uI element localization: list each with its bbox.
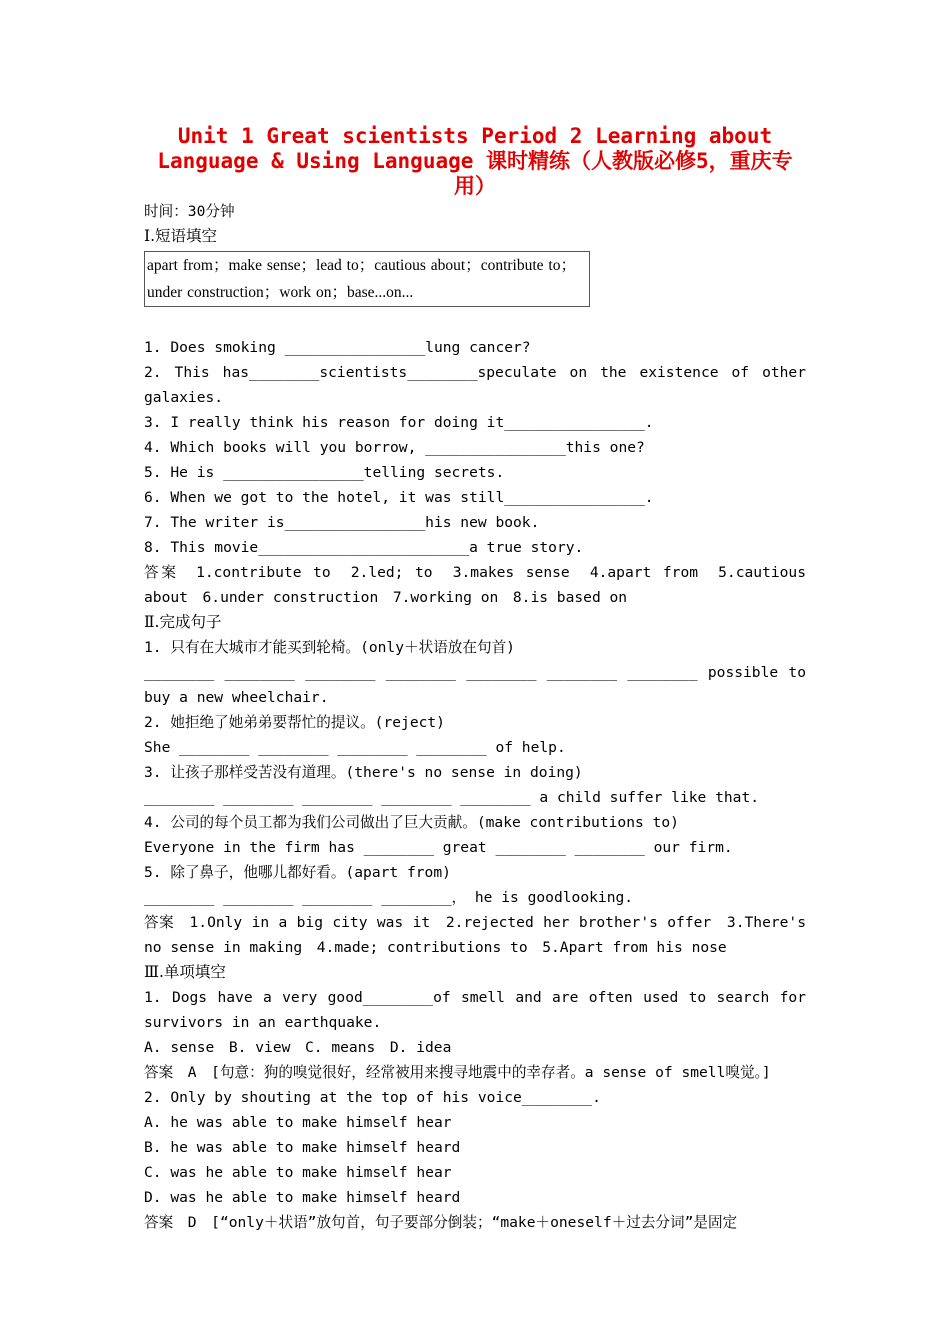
s3-q2-option-c: C. was he able to make himself hear xyxy=(144,1164,452,1181)
s1-item-1: 1. Does smoking ________________lung cancer? xyxy=(144,339,531,356)
s1-item-8: 8. This movie________________________a true story. xyxy=(144,539,584,556)
s1-item-7: 7. The writer is________________his new book. xyxy=(144,514,540,531)
document-page xyxy=(144,124,815,1235)
s2-item-5-blank: ________ ________ ________ ________， he is goodlooking. xyxy=(144,889,634,906)
time-line: 时间：30分钟 xyxy=(144,203,235,220)
section1-heading: Ⅰ.短语填空 xyxy=(144,227,218,245)
s1-item-6: 6. When we got to the hotel, it was still________________. xyxy=(144,489,654,506)
s3-q1-answer: 答案 A [句意：狗的嗅觉很好，经常被用来搜寻地震中的幸存者。a sense of smell嗅觉。] xyxy=(144,1064,771,1081)
page-title: Unit 1 Great scientists Period 2 Learning about Language & Using Language 课时精练（人教版必修5，重庆专用） xyxy=(157,124,793,198)
s3-q1-options: A. sense B. view C. means D. idea xyxy=(144,1039,452,1056)
s3-q2-option-a: A. he was able to make himself hear xyxy=(144,1114,452,1131)
s1-item-5: 5. He is ________________telling secrets. xyxy=(144,464,505,481)
s2-item-1-prompt: 1. 只有在大城市才能买到轮椅。(only＋状语放在句首) xyxy=(144,639,515,656)
s1-answer: 答案 1.contribute to 2.led; to 3.makes sense 4.apart from 5.cautious about 6.under construction 7.working on 8.is based on xyxy=(144,564,815,606)
s2-item-3-prompt: 3. 让孩子那样受苦没有道理。(there's no sense in doing) xyxy=(144,764,583,781)
section2-heading: Ⅱ.完成句子 xyxy=(144,613,222,631)
s3-q1-stem: 1. Dogs have a very good________of smell and are often used to search for survivors in an earthquake. xyxy=(144,989,815,1031)
section3-heading: Ⅲ.单项填空 xyxy=(144,963,226,981)
s3-q2-answer: 答案 D [“only＋状语”放句首，句子要部分倒装；“make＋oneself＋过去分词”是固定 xyxy=(144,1214,738,1231)
s2-item-1-blank: ________ ________ ________ ________ ________ ________ ________ possible to buy a new wheelchair. xyxy=(144,664,815,706)
phrase-box: apart from；make sense；lead to；cautious about；contribute to；under construction；work on；base...on... xyxy=(144,251,590,307)
s2-item-2-blank: She ________ ________ ________ ________ of help. xyxy=(144,739,566,756)
s2-answer: 答案 1.Only in a big city was it 2.rejected her brother's offer 3.There's no sense in making 4.made; contributions to 5.Apart from his nose xyxy=(144,914,815,956)
s2-item-2-prompt: 2. 她拒绝了她弟弟要帮忙的提议。(reject) xyxy=(144,714,445,731)
s3-q2-stem: 2. Only by shouting at the top of his voice________. xyxy=(144,1089,601,1106)
s3-q2-option-d: D. was he able to make himself heard xyxy=(144,1189,461,1206)
s3-q2-option-b: B. he was able to make himself heard xyxy=(144,1139,461,1156)
s2-item-3-blank: ________ ________ ________ ________ ________ a child suffer like that. xyxy=(144,789,760,806)
s2-item-4-blank: Everyone in the firm has ________ great ________ ________ our firm. xyxy=(144,839,733,856)
s1-item-2: 2. This has________scientists________speculate on the existence of other galaxies. xyxy=(144,364,815,406)
s2-item-4-prompt: 4. 公司的每个员工都为我们公司做出了巨大贡献。(make contributions to) xyxy=(144,814,679,831)
s1-item-4: 4. Which books will you borrow, ________________this one? xyxy=(144,439,645,456)
s2-item-5-prompt: 5. 除了鼻子，他哪儿都好看。(apart from) xyxy=(144,864,451,881)
s1-item-3: 3. I really think his reason for doing it________________. xyxy=(144,414,654,431)
